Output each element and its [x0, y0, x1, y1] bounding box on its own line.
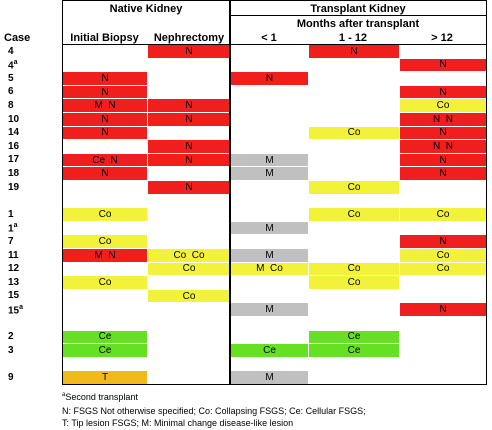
- finding-cell-m1-12: Co: [309, 127, 399, 140]
- case-number: 14: [8, 127, 20, 139]
- finding-cell-gt12: Co: [400, 99, 486, 112]
- finding-cell-lt1: M: [231, 167, 308, 180]
- legend-line-2: T: Tip lesion FSGS; M: Minimal change disease-like lesion: [62, 418, 294, 428]
- finding-cell-m1-12: Co: [309, 181, 399, 194]
- finding-cell-lt1: M: [231, 303, 308, 316]
- footnote-second-transplant: [62, 392, 138, 402]
- finding-cell-initial: Co: [63, 208, 147, 221]
- case-number: 9: [8, 371, 14, 383]
- finding-cell-lt1: Ce: [231, 344, 308, 357]
- transplant-kidney-header: Transplant Kidney: [310, 3, 406, 15]
- case-label: [8, 73, 14, 84]
- case-label: [8, 250, 19, 261]
- case-number: 15: [8, 290, 20, 302]
- native-kidney-header: Native Kidney: [109, 3, 183, 15]
- finding-cell-neph: N: [148, 140, 230, 153]
- case-number: 19: [8, 181, 20, 193]
- case-number: 18: [8, 167, 20, 179]
- finding-cell-neph: N: [148, 181, 230, 194]
- case-number: 17: [8, 154, 20, 166]
- finding-cell-gt12: N: [400, 127, 486, 140]
- case-number: 11: [8, 249, 19, 261]
- finding-cell-gt12: N: [400, 154, 486, 167]
- finding-cell-neph: N: [148, 45, 230, 58]
- case-label: [8, 263, 19, 274]
- case-superscript: a: [19, 303, 24, 311]
- case-number: 1: [8, 223, 14, 235]
- case-number: 1: [8, 208, 14, 220]
- case-label: [8, 182, 19, 193]
- finding-cell-m1-12: Ce: [309, 344, 399, 357]
- finding-cell-lt1: M Co: [231, 263, 308, 276]
- case-label: [8, 290, 19, 301]
- finding-cell-initial: M N: [63, 249, 147, 262]
- finding-cell-neph: Co: [148, 263, 230, 276]
- finding-cell-initial: N: [63, 86, 147, 99]
- case-number: 2: [8, 331, 14, 343]
- case-number: 15: [8, 305, 20, 317]
- finding-cell-neph: N: [148, 99, 230, 112]
- finding-cell-initial: T: [63, 371, 147, 384]
- case-label: [8, 304, 23, 316]
- table-top-border: [62, 0, 487, 1]
- table-bottom-border: [62, 384, 487, 385]
- case-label: [8, 154, 19, 165]
- finding-cell-gt12: Co: [400, 208, 486, 221]
- finding-cell-gt12: N N: [400, 113, 486, 126]
- case-number: 6: [8, 86, 14, 98]
- case-label: [8, 141, 19, 152]
- finding-cell-neph: Co Co: [148, 249, 230, 262]
- case-label: [8, 100, 14, 111]
- case-number: 10: [8, 113, 20, 125]
- finding-cell-initial: Co: [63, 235, 147, 248]
- case-superscript: a: [13, 222, 18, 230]
- finding-cell-gt12: N: [400, 59, 486, 72]
- case-label: [8, 168, 19, 179]
- finding-cell-m1-12: Co: [309, 263, 399, 276]
- finding-cell-lt1: N: [231, 72, 308, 85]
- finding-cell-initial: Ce: [63, 331, 147, 344]
- finding-cell-initial: N: [63, 127, 147, 140]
- finding-cell-initial: N: [63, 72, 147, 85]
- finding-cell-neph: Co: [148, 290, 230, 303]
- case-label: [8, 331, 14, 342]
- case-header: Case: [4, 32, 31, 44]
- native-transplant-divider: [229, 0, 231, 385]
- m1-12-header: 1 - 12: [338, 32, 368, 44]
- case-number: 5: [8, 72, 14, 84]
- finding-cell-m1-12: N: [309, 45, 399, 58]
- case-label: [8, 59, 17, 71]
- finding-cell-gt12: N N: [400, 140, 486, 153]
- case-label: [8, 209, 14, 220]
- finding-cell-lt1: M: [231, 222, 308, 235]
- finding-cell-lt1: M: [231, 154, 308, 167]
- case-number: 12: [8, 263, 20, 275]
- case-number: 8: [8, 99, 14, 111]
- months-after-header: Months after transplant: [296, 18, 420, 30]
- case-label: [8, 86, 14, 97]
- table-right-border: [486, 0, 487, 385]
- finding-cell-initial: N: [63, 113, 147, 126]
- case-number: 13: [8, 276, 20, 288]
- case-label: [8, 277, 19, 288]
- finding-cell-initial: M N: [63, 99, 147, 112]
- case-label: [8, 236, 14, 247]
- case-label: [8, 372, 14, 383]
- finding-cell-gt12: Co: [400, 249, 486, 262]
- finding-cell-initial: Co: [63, 276, 147, 289]
- case-label: [8, 114, 19, 125]
- case-label: [8, 345, 14, 356]
- case-number: 16: [8, 140, 20, 152]
- gt12-header: > 12: [431, 32, 453, 44]
- finding-cell-gt12: N: [400, 235, 486, 248]
- case-label: [8, 46, 14, 57]
- finding-cell-m1-12: Ce: [309, 331, 399, 344]
- months-divider: [230, 15, 487, 16]
- finding-cell-lt1: M: [231, 249, 308, 262]
- finding-cell-m1-12: Co: [309, 208, 399, 221]
- nephrectomy-header: Nephrectomy: [153, 32, 225, 44]
- case-number: 3: [8, 344, 14, 356]
- finding-cell-initial: Ce: [63, 344, 147, 357]
- table-left-border: [62, 0, 63, 385]
- finding-cell-gt12: Co: [400, 263, 486, 276]
- footnote-sup-mark: a: [62, 392, 66, 398]
- case-number: 7: [8, 235, 14, 247]
- finding-cell-gt12: N: [400, 303, 486, 316]
- case-number: 4: [8, 60, 14, 72]
- finding-cell-neph: N: [148, 113, 230, 126]
- legend-line-1: N: FSGS Not otherwise specified; Co: Collapsing FSGS; Ce: Cellular FSGS;: [62, 406, 366, 416]
- finding-cell-neph: N: [148, 154, 230, 167]
- finding-cell-initial: N: [63, 167, 147, 180]
- lt1-header: < 1: [261, 32, 277, 44]
- finding-cell-gt12: N: [400, 86, 486, 99]
- case-label: [8, 222, 17, 234]
- initial-biopsy-header: Initial Biopsy: [70, 32, 139, 44]
- case-number: 4: [8, 45, 14, 57]
- footnote-second-transplant-text: Second transplant: [65, 392, 138, 402]
- header-bottom-border: [62, 44, 487, 45]
- case-label: [8, 127, 19, 138]
- finding-cell-m1-12: Co: [309, 276, 399, 289]
- finding-cell-lt1: M: [231, 371, 308, 384]
- case-superscript: a: [13, 59, 18, 67]
- finding-cell-initial: Ce N: [63, 154, 147, 167]
- finding-cell-gt12: N: [400, 167, 486, 180]
